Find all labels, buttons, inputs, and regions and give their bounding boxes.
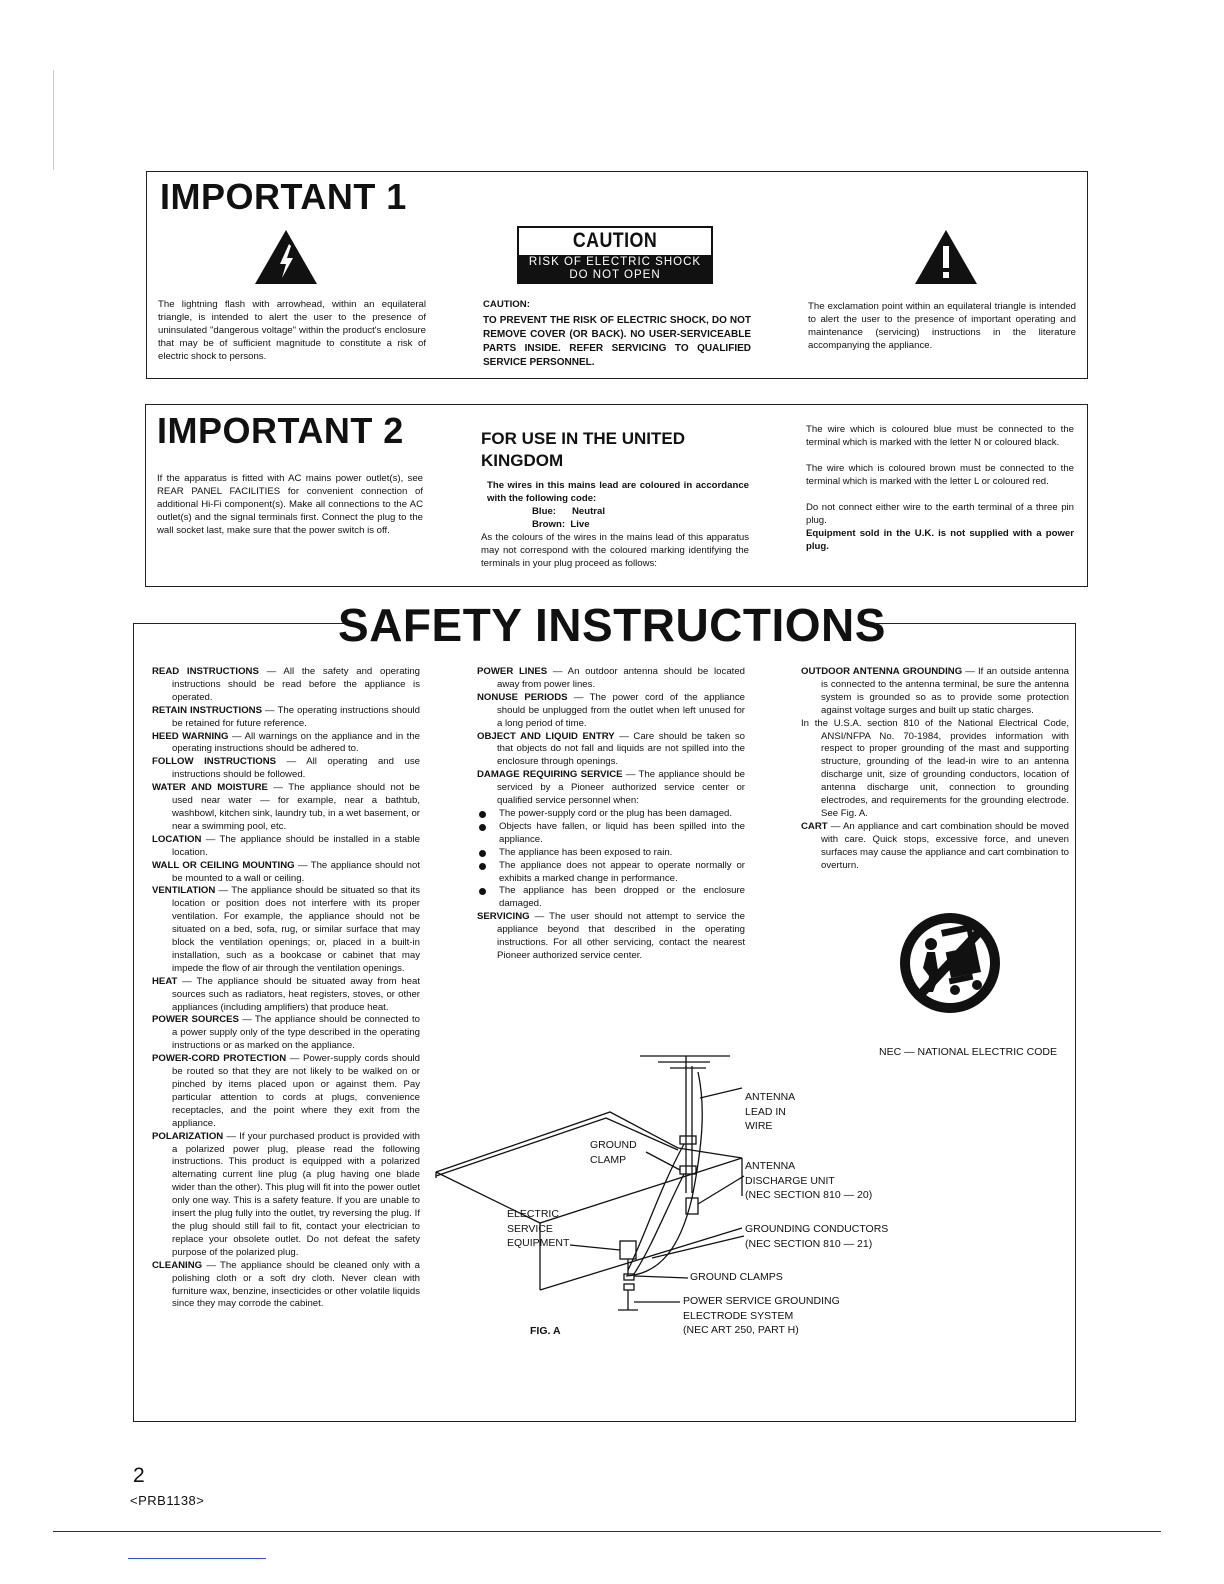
safety-item xyxy=(152,1014,420,1053)
safety-item-heading: SERVICING xyxy=(477,911,530,923)
cart-tipover-icon xyxy=(897,910,1003,1016)
safety-item xyxy=(477,731,745,770)
label-line: ELECTRODE SYSTEM xyxy=(683,1309,794,1322)
safety-item-text: — If an outside antenna is connected to the antenna terminal, be sure the antenna system is grounded so as to provide some protection against voltage surges and built up static charges. xyxy=(821,666,1069,716)
safety-item-text: — The appliance should be serviced by a Pioneer authorized service center or qualified service personnel when: xyxy=(497,769,745,807)
label-line: POWER SERVICE GROUNDING xyxy=(683,1295,840,1307)
safety-item-heading: VENTILATION xyxy=(152,885,216,897)
safety-item xyxy=(152,705,420,731)
label-line: SERVICE xyxy=(507,1222,553,1235)
safety-column-2-items xyxy=(477,666,745,808)
caution-label: CAUTION: xyxy=(483,299,530,310)
document-code: <PRB1138> xyxy=(130,1493,205,1508)
safety-item xyxy=(152,1131,420,1260)
safety-item-heading: POLARIZATION xyxy=(152,1130,224,1142)
label-line: (NEC ART 250, PART H) xyxy=(683,1324,799,1336)
lightning-warning-icon xyxy=(253,228,319,286)
safety-bullet-text: Objects have fallen, or liquid has been spilled into the appliance. xyxy=(499,820,745,845)
antenna-lead-label xyxy=(745,1090,795,1134)
caution-text: TO PREVENT THE RISK OF ELECTRIC SHOCK, DO NOT REMOVE COVER (OR BACK). NO USER-SERVICEABLE PARTS INSIDE. REFER SERVICING TO QUALIFIED SERVICE PERSONNEL. xyxy=(483,315,751,368)
bullet-icon xyxy=(479,863,486,870)
safety-column-2-bullets xyxy=(477,808,745,911)
safety-bullet-item xyxy=(477,860,745,886)
caution-line-2: DO NOT OPEN xyxy=(569,269,661,281)
ground-clamp-label xyxy=(590,1138,637,1167)
safety-item-text: — The appliance should be installed in a stable location. xyxy=(172,833,420,858)
safety-bullet-text: The appliance has been exposed to rain. xyxy=(499,846,673,858)
safety-bullet-text: The appliance has been dropped or the enclosure damaged. xyxy=(499,885,745,910)
electrode-system-label xyxy=(683,1294,840,1338)
grounding-conductors-label xyxy=(745,1222,888,1251)
safety-item-heading: DAMAGE REQUIRING SERVICE xyxy=(477,769,623,781)
safety-item xyxy=(152,976,420,1015)
safety-bullet-text: The appliance does not appear to operate normally or exhibits a marked change in performance. xyxy=(499,859,745,884)
safety-title: SAFETY INSTRUCTIONS xyxy=(338,599,886,651)
safety-item xyxy=(477,666,745,692)
safety-item-heading: FOLLOW INSTRUCTIONS xyxy=(152,756,277,768)
uk-heading: FOR USE IN THE UNITED KINGDOM xyxy=(481,429,686,470)
label-line: DISCHARGE UNIT xyxy=(745,1174,835,1187)
label-line: (NEC SECTION 810 — 21) xyxy=(745,1237,873,1250)
safety-item-heading: RETAIN INSTRUCTIONS xyxy=(152,704,262,716)
safety-item-text: — Care should be taken so that objects do not fall and liquids are not spilled into the enclosure through openings. xyxy=(497,730,745,768)
safety-item xyxy=(152,834,420,860)
safety-item-text: — Power-supply cords should be routed so that they are not likely to be walked on or pinched by items placed upon or against them. Pay particular attention to cords at plugs, convenience receptacles, and the point where they exit from the appliance. xyxy=(172,1053,421,1129)
safety-item xyxy=(152,731,420,757)
label-line: ELECTRIC xyxy=(507,1208,559,1220)
safety-item xyxy=(801,666,1069,718)
safety-item xyxy=(152,756,420,782)
uk-text: As the colours of the wires in the mains lead of this apparatus may not correspond with the coloured marking identifying the terminals in your plug proceed as follows: xyxy=(481,532,749,569)
safety-item xyxy=(152,666,420,705)
safety-item-text: — The appliance should be connected to a power supply only of the type described in the operating instructions or as marked on the appliance. xyxy=(172,1014,420,1052)
important2-left-text: If the apparatus is fitted with AC mains power outlet(s), see REAR PANEL FACILITIES for convenient connection of additional Hi-Fi component(s). Make all connections to the AC outlet(s) and the signal terminals first. Connect the plug to the wall socket last, make sure that the power switch is off. xyxy=(157,473,423,536)
label-line: ANTENNA xyxy=(745,1160,796,1172)
safety-item xyxy=(477,692,745,731)
important2-right-p3: Do not connect either wire to the earth terminal of a three pin plug. xyxy=(806,502,1074,526)
caution-line-1: RISK OF ELECTRIC SHOCK xyxy=(528,256,702,268)
safety-item-text: — If your purchased product is provided with a polarized power plug, please read the following instructions. This product is equipped with a polarized alternating current line plug (a plug having one blade wider than the other). This plug will fit into the power outlet only one way. This is a safety feature. If you are unable to insert the plug fully into the outlet, try reversing the plug. If the plug should still fail to fit, contact your electrician to replace your obsolete outlet. Do not defeat the safety purpose of the polarized plug. xyxy=(172,1130,420,1258)
safety-item-heading: POWER SOURCES xyxy=(152,1014,239,1026)
uk-code-intro: The wires in this mains lead are coloured in accordance with the following code: xyxy=(487,480,749,504)
fig-caption: FIG. A xyxy=(530,1325,561,1337)
safety-column-1-items xyxy=(152,666,420,1311)
safety-bullet-item xyxy=(477,808,745,821)
nec-caption: NEC — NATIONAL ELECTRIC CODE xyxy=(879,1046,1057,1058)
safety-bullet-item xyxy=(477,847,745,860)
safety-item-text: — The appliance should not be mounted to a wall or ceiling. xyxy=(172,859,420,884)
safety-item xyxy=(152,1260,420,1312)
safety-item-heading: CART xyxy=(801,820,828,832)
safety-item-text: — The appliance should be situated so that its location or position does not interfere with its proper ventilation. For example, the appliance should not be situated on a bed, sofa, rug, or similar surface that may block the ventilation openings; or, placed in a built-in installation, such as a bookcase or cabinet that may impede the flow of air through the ventilation openings. xyxy=(172,885,420,974)
bullet-icon xyxy=(479,850,486,857)
safety-item-heading: LOCATION xyxy=(152,833,202,845)
safety-item-text: — The appliance should not be used near water — for example, near a bathtub, washbowl, kitchen sink, laundry tub, in a wet basement, or near a swimming pool, etc. xyxy=(172,782,420,832)
uk-blue: Blue: Neutral xyxy=(532,506,606,517)
exclamation-warning-icon xyxy=(913,228,979,286)
safety-column-2-tail xyxy=(477,911,745,963)
safety-item-heading: READ INSTRUCTIONS xyxy=(152,666,259,677)
footer-rule xyxy=(53,1531,1161,1532)
important2-right-p1: The wire which is coloured blue must be connected to the terminal which is marked with the letter N or coloured black. xyxy=(806,424,1074,448)
label-line: WIRE xyxy=(745,1120,773,1132)
safety-item-text: — An outdoor antenna should be located away from power lines. xyxy=(497,666,745,690)
safety-column-1 xyxy=(152,666,420,1311)
important2-title: IMPORTANT 2 xyxy=(157,410,404,451)
discharge-unit-label xyxy=(745,1159,872,1203)
caution-badge-subtitle xyxy=(519,255,711,282)
footer-link-line xyxy=(128,1558,266,1559)
safety-item-text: — The appliance should be cleaned only with a polishing cloth or a soft dry cloth. Never clean with furniture wax, benzine, insecticides or other volatile liquids since they may corrode the cabinet. xyxy=(172,1259,420,1310)
safety-item xyxy=(152,1053,420,1130)
uk-brown: Brown: Live xyxy=(532,519,590,530)
safety-item xyxy=(801,718,1069,821)
label-line: CLAMP xyxy=(590,1153,627,1166)
safety-column-2 xyxy=(477,666,745,963)
electric-service-label xyxy=(507,1207,569,1251)
caution-badge-title: CAUTION xyxy=(533,228,696,255)
safety-item-heading: CLEANING xyxy=(152,1259,203,1271)
safety-item xyxy=(152,885,420,975)
important1-left-text: The lightning flash with arrowhead, within an equilateral triangle, is intended to alert the user to the presence of uninsulated "dangerous voltage" within the product's enclosure that may be of sufficient magnitude to constitute a risk of electric shock to persons. xyxy=(158,299,426,362)
safety-item xyxy=(152,860,420,886)
safety-item xyxy=(152,782,420,834)
safety-item-heading: OBJECT AND LIQUID ENTRY xyxy=(477,730,615,742)
safety-item-text: — The user should not attempt to service the appliance beyond that described in the operating instructions. For all other servicing, contact the nearest Pioneer authorized service center. xyxy=(497,911,745,961)
safety-bullet-item xyxy=(477,885,745,911)
label-line: (NEC SECTION 810 — 20) xyxy=(745,1189,873,1201)
safety-item-text: In the U.S.A. section 810 of the National Electrical Code, ANSI/NFPA No. 70-1984, provides information with respect to proper grounding of the mast and supporting structure, grounding of the lead-in wire to an antenna discharge unit, size of grounding conductors, location of antenna discharge unit, connection to grounding electrodes, and requirements for the grounding electrode. See Fig. A. xyxy=(801,717,1069,819)
safety-item-text: — The appliance should be situated away from heat sources such as radiators, heat registers, stoves, or other appliances (including amplifiers) that produce heat. xyxy=(172,975,420,1013)
safety-bullet-text: The power-supply cord or the plug has been damaged. xyxy=(499,807,733,819)
safety-column-3 xyxy=(801,666,1069,873)
safety-item-heading: NONUSE PERIODS xyxy=(477,691,568,703)
important1-right-text: The exclamation point within an equilateral triangle is intended to alert the user to the presence of important operating and maintenance (servicing) instructions in the literature accompanying the appliance. xyxy=(808,301,1076,351)
safety-item xyxy=(801,821,1069,873)
safety-item-heading: HEAT xyxy=(152,975,178,987)
safety-item-text: — All warnings on the appliance and in the operating instructions should be adhered to. xyxy=(172,730,420,755)
page-number: 2 xyxy=(133,1464,145,1487)
safety-bullet-item xyxy=(477,821,745,847)
important2-right-p4: Equipment sold in the U.K. is not supplied with a power plug. xyxy=(806,528,1074,552)
label-line: GROUNDING CONDUCTORS xyxy=(745,1223,889,1235)
safety-item-text: — All the safety and operating instructions should be read before the appliance is operated. xyxy=(172,666,420,703)
caution-badge xyxy=(517,226,713,284)
safety-item-text: — The power cord of the appliance should be unplugged from the outlet when left unused for a long period of time. xyxy=(497,691,745,729)
important2-right-p2: The wire which is coloured brown must be connected to the terminal which is marked with the letter L or coloured red. xyxy=(806,463,1074,487)
safety-column-3-items xyxy=(801,666,1069,873)
safety-item-heading: HEED WARNING xyxy=(152,730,229,742)
safety-item xyxy=(477,769,745,808)
important1-title: IMPORTANT 1 xyxy=(160,176,407,217)
bullet-icon xyxy=(479,888,486,895)
label-line: GROUND xyxy=(590,1139,637,1151)
ground-clamps-label: GROUND CLAMPS xyxy=(690,1271,783,1283)
safety-item-heading: WALL OR CEILING MOUNTING xyxy=(152,859,295,871)
safety-item-heading: POWER-CORD PROTECTION xyxy=(152,1053,287,1065)
safety-item-heading: OUTDOOR ANTENNA GROUNDING xyxy=(801,666,963,677)
safety-item-heading: WATER AND MOISTURE xyxy=(152,782,268,794)
safety-item-text: — An appliance and cart combination should be moved with care. Quick stops, excessive force, and uneven surfaces may cause the appliance and cart combination to overturn. xyxy=(821,820,1069,871)
label-line: EQUIPMENT xyxy=(507,1237,570,1249)
bullet-icon xyxy=(479,824,486,831)
safety-item-heading: POWER LINES xyxy=(477,666,548,677)
safety-item-text: — The operating instructions should be retained for future reference. xyxy=(172,704,420,729)
bullet-icon xyxy=(479,811,486,818)
label-line: ANTENNA xyxy=(745,1091,796,1103)
safety-item xyxy=(477,911,745,963)
left-margin-line xyxy=(53,70,54,170)
safety-item-text: — All operating and use instructions should be followed. xyxy=(172,756,420,781)
label-line: LEAD IN xyxy=(745,1105,786,1118)
